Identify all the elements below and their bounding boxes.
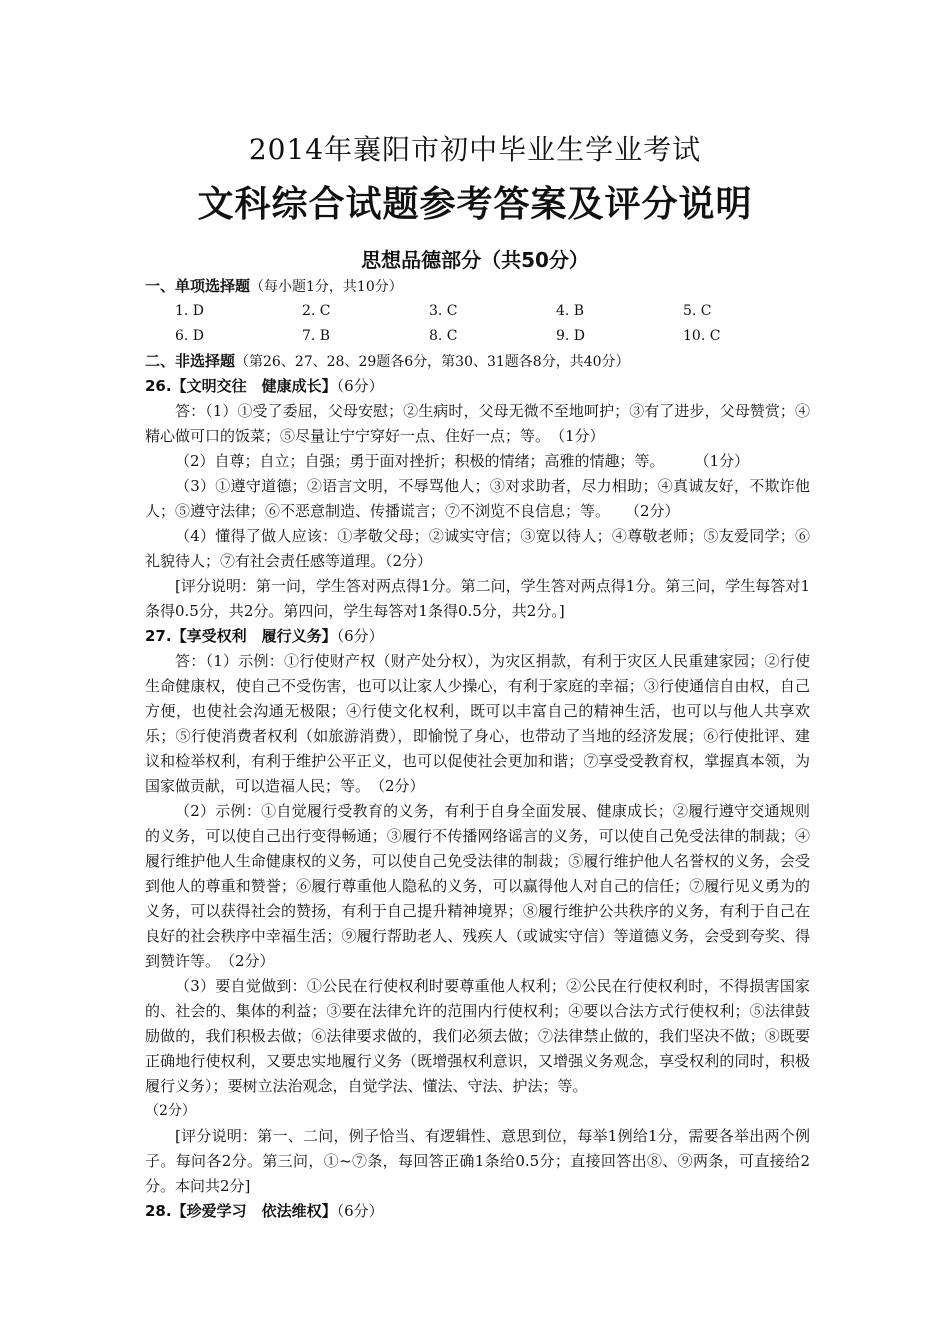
mc-answer: 1. D <box>175 303 205 319</box>
mc-answer: 5. C <box>683 303 712 319</box>
q27-scoring-note: [评分说明：第一、二问，例子恰当、有逻辑性、意思到位，每举1例给1分，需要各举出两个例子。每问各2分。第三问，①~⑦条，每回答正确1条给0.5分；直接回答出⑧、⑨两条，可直接给2分。本问共2分] <box>145 1127 810 1195</box>
mc-answer: 7. B <box>302 328 331 344</box>
q27-answer-1: 答：（1）示例：①行使财产权（财产处分权），为灾区捐款，有利于灾区人民重建家园；②行使生命健康权，使自己不受伤害，也可以让家人少操心，有利于家庭的幸福；③行使通信自由权，自己方便，也使社会沟通无极限；④行使文化权利，既可以丰富自己的精神生活，也可以与他人共享欢乐；⑤行使消费者权利（如旅游消费），即愉悦了身心，也带动了当地的经济发展；⑥行使批评、建议和检举权利，有利于维护公平正义，也可以促使社会更加和谐；⑦享受受教育权，掌握真本领，为国家做贡献，可以造福人民；等。 （2分） <box>145 652 810 795</box>
q26-heading: 26.【文明交往 健康成长】 <box>145 377 337 395</box>
q27-heading-line <box>145 624 810 649</box>
q26-answer-1: 答：（1）①受了委屈，父母安慰；②生病时，父母无微不至地呵护；③有了进步，父母赞赏；④精心做可口的饭菜；⑤尽量让宁宁穿好一点、住好一点；等。 （1分） <box>145 402 810 445</box>
q27-answer-3-score: （2分） <box>145 1103 196 1119</box>
q28-score: （6分） <box>336 1202 384 1220</box>
part1-heading: 一、单项选择题 <box>145 277 251 295</box>
mc-answer: 9. D <box>556 328 586 344</box>
part2-heading-line <box>145 349 810 374</box>
part2-note: （第26、27、28、29题各6分，第30、31题各8分，共40分） <box>235 354 630 370</box>
mc-answer: 8. C <box>429 328 458 344</box>
q27-answer-3: （3）要自觉做到：①公民在行使权利时要尊重他人权利；②公民在行使权利时，不得损害国家的、社会的、集体的利益；③要在法律允许的范围内行使权利；④要以合法方式行使权利；⑤法律鼓励做的，我们积极去做；⑥法律要求做的，我们必须去做；⑦法律禁止做的，我们坚决不做；⑧既要正确地行使权利，又要忠实地履行义务（既增强权利意识，又增强义务观念，享受权利的同时，积极履行义务）；要树立法治观念，自觉学法、懂法、守法、护法；等。 <box>145 977 810 1095</box>
mc-answers-row-2 <box>145 324 810 349</box>
q26-answer-4: （4）懂得了做人应该：①孝敬父母；②诚实守信；③宽以待人；④尊敬老师；⑤友爱同学；⑥礼貌待人；⑦有社会责任感等道理。（2分） <box>145 527 810 570</box>
document-body <box>145 274 810 1224</box>
part2-heading: 二、非选择题 <box>145 352 236 370</box>
q28-heading: 28.【珍爱学习 依法维权】 <box>145 1202 337 1220</box>
q27-score: （6分） <box>336 627 384 645</box>
mc-answer: 10. C <box>683 328 721 344</box>
mc-answer: 2. C <box>302 303 331 319</box>
exam-title: 2014年襄阳市初中毕业生学业考试 <box>248 133 702 166</box>
section-title: 思想品德部分（共50分） <box>361 248 589 272</box>
part1-note: （每小题1分，共10分） <box>250 279 403 295</box>
q27-heading: 27.【享受权利 履行义务】 <box>145 627 337 645</box>
q28-heading-line <box>145 1199 810 1224</box>
q27-answer-2: （2）示例：①自觉履行受教育的义务，有利于自身全面发展、健康成长；②履行遵守交通规则的义务，可以使自己出行变得畅通；③履行不传播网络谣言的义务，可以使自己免受法律的制裁；④履行维护他人生命健康权的义务，可以使自己免受法律的制裁；⑤履行维护他人名誉权的义务，会受到他人的尊重和赞誉；⑥履行尊重他人隐私的义务，可以赢得他人对自己的信任；⑦履行见义勇为的义务，可以获得社会的赞扬，有利于自己提升精神境界；⑧履行维护公共秩序的义务，有利于自己在良好的社会秩序中幸福生活；⑨履行帮助老人、残疾人（或诚实守信）等道德义务，会受到夸奖、得到赞许等。 （2分） <box>145 802 810 970</box>
mc-answer: 3. C <box>429 303 458 319</box>
q26-score: （6分） <box>336 377 384 395</box>
mc-answers-row-1 <box>145 299 810 324</box>
q26-heading-line <box>145 374 810 399</box>
document-title: 文科综合试题参考答案及评分说明 <box>197 184 753 225</box>
q26-answer-2: （2）自尊；自立；自强；勇于面对挫折；积极的情绪；高雅的情趣；等。 （1分） <box>175 452 750 470</box>
q26-scoring-note: [评分说明：第一问，学生答对两点得1分。第二问，学生答对两点得1分。第三问，学生每答对1条得0.5分，共2分。第四问，学生每答对1条得0.5分，共2分。] <box>145 577 810 620</box>
mc-answer: 4. B <box>556 303 585 319</box>
mc-answer: 6. D <box>175 328 205 344</box>
part1-heading-line <box>145 274 810 299</box>
q26-answer-3: （3）①遵守道德；②语言文明，不辱骂他人；③对求助者，尽力相助；④真诚友好，不欺诈他人；⑤遵守法律；⑥不恶意制造、传播谎言；⑦不浏览不良信息；等。 （2分） <box>145 477 810 520</box>
